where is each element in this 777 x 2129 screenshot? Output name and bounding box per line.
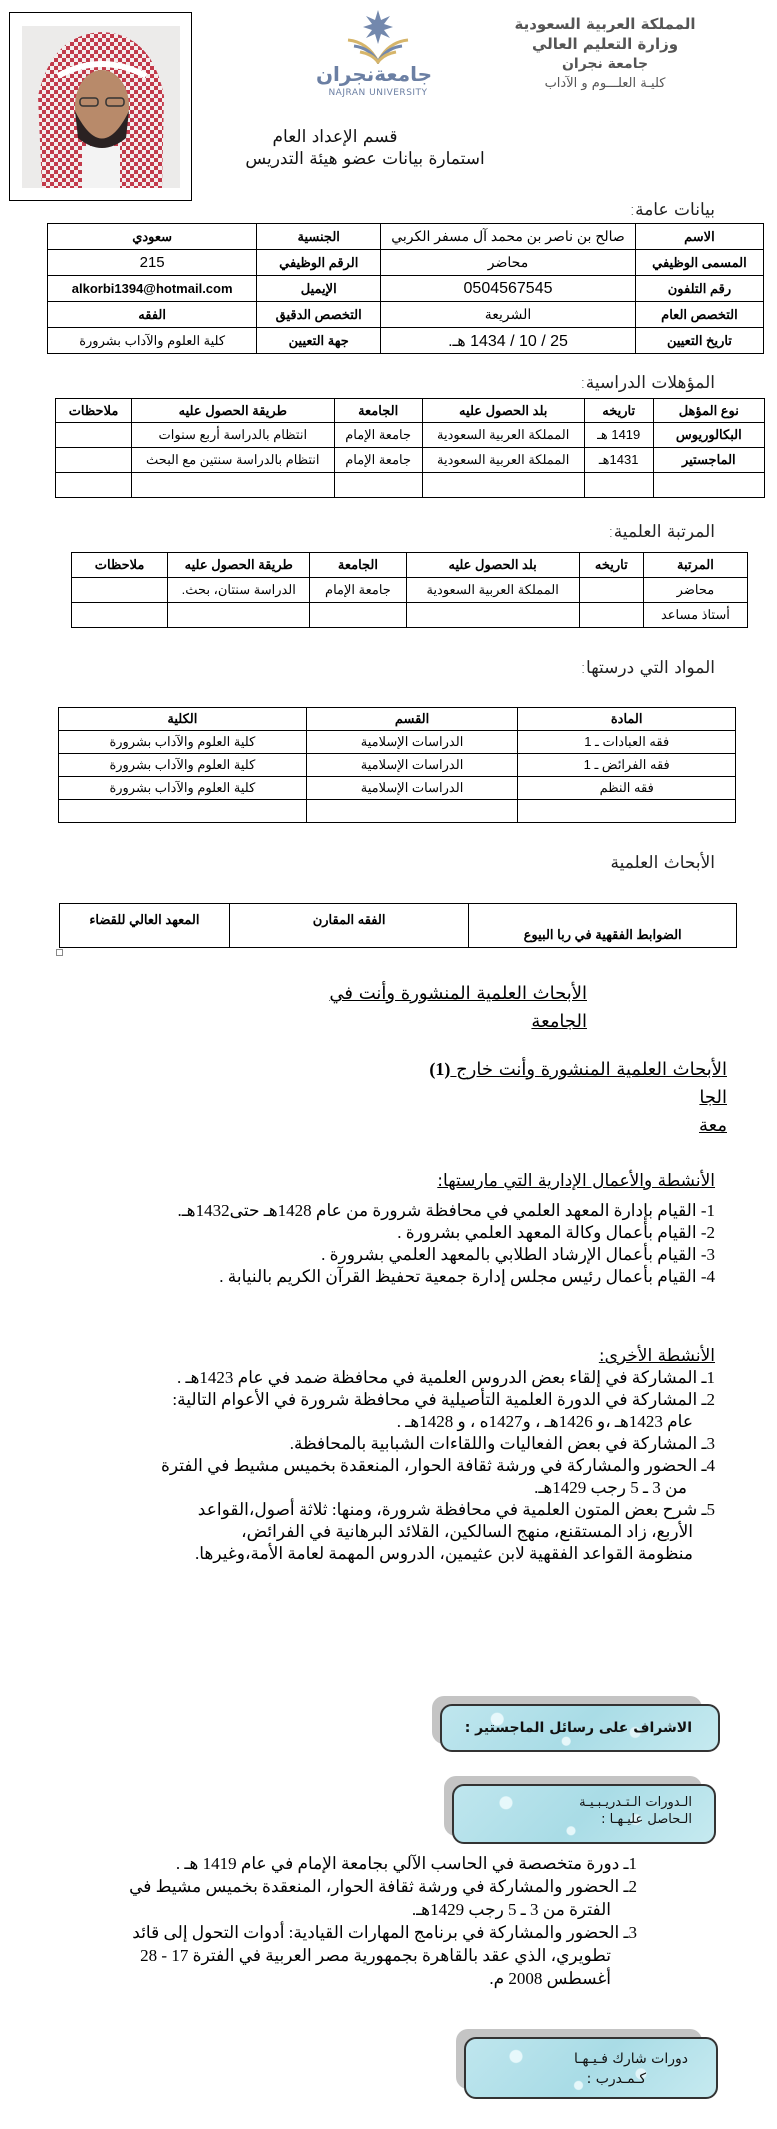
column-header: الجامعة — [310, 553, 406, 578]
table-cell — [584, 473, 653, 498]
column-header: تاريخه — [579, 553, 643, 578]
table-cell — [56, 448, 132, 473]
table-cell — [72, 603, 168, 628]
supervision-label: الاشراف على رسائل الماجستير : — [464, 1720, 692, 1736]
general-info-table — [47, 223, 764, 354]
university-name: جامعة نجران — [561, 56, 649, 72]
table-cell: كلية العلوم والآداب بشرورة — [59, 754, 307, 777]
published-inside-line1: الأبحاث العلمية المنشورة وأنت في — [329, 983, 587, 1004]
table-row — [48, 302, 764, 328]
published-inside-line2: الجامعة — [531, 1011, 587, 1032]
training-received-line1: الـدورات الـتـدريـبـيـة — [579, 1795, 692, 1810]
table-cell: الشريعة — [381, 302, 636, 328]
column-header: طريقة الحصول عليه — [168, 553, 310, 578]
department-name: قسم الإعداد العام — [272, 127, 398, 147]
footnote-number: (1) — [429, 1059, 451, 1079]
table-row — [56, 473, 765, 498]
table-cell: المسمى الوظيفي — [635, 250, 763, 276]
table-cell: جامعة الإمام — [334, 448, 422, 473]
table-row — [72, 578, 748, 603]
section-title-general: بيانات عامة: — [629, 200, 715, 220]
rank-table — [71, 552, 748, 628]
table-row — [48, 250, 764, 276]
logo-emblem-icon — [318, 8, 438, 64]
other-activity-item: 4ـ الحضور والمشاركة في ورشة ثقافة الحوار، المنعقدة بخميس مشيط في الفترة — [160, 1456, 715, 1475]
table-cell — [406, 603, 579, 628]
research-field-cell: الفقه المقارن — [229, 904, 468, 948]
college-name: كليـة العلـــوم و الآداب — [544, 76, 666, 91]
kingdom-name: المملكة العربية السعودية — [514, 15, 696, 33]
table-header-row — [59, 708, 736, 731]
published-inside-heading — [187, 980, 587, 1036]
table-cell: فقه الفرائض ـ 1 — [518, 754, 736, 777]
table-cell: البكالوريوس — [653, 423, 764, 448]
table-cell: 1431هـ — [584, 448, 653, 473]
table-cell — [518, 800, 736, 823]
published-outside-heading — [227, 1055, 727, 1140]
published-outside-line1: الأبحاث العلمية المنشورة وأنت خارج — [450, 1059, 727, 1080]
column-header: بلد الحصول عليه — [422, 399, 584, 423]
published-outside-line2: الجا — [699, 1087, 727, 1108]
training-item-cont: تطويري، الذي عقد بالقاهرة بجمهورية مصر العربية في الفترة 17 - 28 — [140, 1946, 611, 1965]
table-row — [59, 731, 736, 754]
other-activities-title: الأنشطة الأخرى: — [598, 1346, 715, 1366]
table-cell: الدراسات الإسلامية — [306, 777, 518, 800]
section-title-research: الأبحاث العلمية — [610, 853, 715, 873]
supervision-box — [440, 1704, 722, 1760]
table-row — [59, 777, 736, 800]
qualifications-table — [55, 398, 765, 498]
column-header: ملاحظات — [56, 399, 132, 423]
table-cell: فقه العبادات ـ 1 — [518, 731, 736, 754]
training-item: 3ـ الحضور والمشاركة في برنامج المهارات القيادية: أدوات التحول إلى قائد — [132, 1923, 637, 1942]
training-received-line2: الـحاصل عليـهـا : — [601, 1812, 692, 1827]
other-activity-item-cont: عام 1423هـ ،و 1426هـ ، و1427ه ، و 1428هـ . — [396, 1412, 693, 1431]
table-cell: محاضر — [381, 250, 636, 276]
training-item-cont: أغسطس 2008 م. — [489, 1969, 611, 1988]
table-cell: كلية العلوم والآداب بشرورة — [48, 328, 257, 354]
table-cell: فقه النظم — [518, 777, 736, 800]
table-row — [48, 276, 764, 302]
column-header: طريقة الحصول عليه — [132, 399, 335, 423]
table-anchor-handle[interactable] — [56, 949, 63, 956]
table-cell — [579, 603, 643, 628]
table-header-row — [72, 553, 748, 578]
logo-arabic-text: جامعةنجران — [315, 62, 432, 86]
table-cell: كلية العلوم والآداب بشرورة — [59, 731, 307, 754]
other-activity-item-cont: من 3 ـ 5 رجب 1429هـ. — [534, 1478, 687, 1497]
table-cell: محاضر — [643, 578, 747, 603]
table-row — [72, 603, 748, 628]
table-cell: تاريخ التعيين — [635, 328, 763, 354]
table-cell — [56, 423, 132, 448]
column-header: الجامعة — [334, 399, 422, 423]
table-cell — [422, 473, 584, 498]
column-header: بلد الحصول عليه — [406, 553, 579, 578]
column-header: تاريخه — [584, 399, 653, 423]
column-header: المادة — [518, 708, 736, 731]
table-cell: الجنسية — [257, 224, 381, 250]
table-cell: صالح بن ناصر بن محمد آل مسفر الكربي — [381, 224, 636, 250]
table-cell: 0504567545 — [381, 276, 636, 302]
table-row — [59, 800, 736, 823]
training-item-cont: الفترة من 3 ـ 5 رجب 1429هـ. — [411, 1900, 611, 1919]
table-cell — [59, 800, 307, 823]
table-cell: انتظام بالدراسة أربع سنوات — [132, 423, 335, 448]
admin-activity-item: 2- القيام بأعمال وكالة المعهد العلمي بشرورة . — [397, 1223, 715, 1242]
table-cell — [579, 578, 643, 603]
table-cell: جهة التعيين — [257, 328, 381, 354]
training-item: 1ـ دورة متخصصة في الحاسب الآلي بجامعة الإمام في عام 1419 هـ . — [175, 1854, 637, 1873]
training-item: 2ـ الحضور والمشاركة في ورشة ثقافة الحوار، المنعقدة بخميس مشيط في — [129, 1877, 637, 1896]
table-row — [59, 754, 736, 777]
research-title-cell: الضوابط الفقهية في ربا البيوع — [469, 904, 737, 948]
table-cell — [56, 473, 132, 498]
admin-activities-section — [55, 1170, 715, 1288]
table-row — [56, 448, 765, 473]
table-cell — [72, 578, 168, 603]
table-cell: 25 / 10 / 1434 هـ. — [381, 328, 636, 354]
table-cell: الماجستير — [653, 448, 764, 473]
table-cell: 215 — [48, 250, 257, 276]
table-cell — [334, 473, 422, 498]
admin-activity-item: 4- القيام بأعمال رئيس مجلس إدارة جمعية تحفيظ القرآن الكريم بالنيابة . — [219, 1267, 715, 1286]
table-cell: جامعة الإمام — [334, 423, 422, 448]
table-cell: المملكة العربية السعودية — [406, 578, 579, 603]
form-heading — [200, 126, 530, 170]
table-cell: كلية العلوم والآداب بشرورة — [59, 777, 307, 800]
other-activity-item: 3ـ المشاركة في بعض الفعاليات واللقاءات الشبابية بالمحافظة. — [289, 1434, 715, 1453]
trainer-courses-line2: كـمـدرب : — [586, 2071, 646, 2087]
column-header: نوع المؤهل — [653, 399, 764, 423]
table-cell: 1419 هـ — [584, 423, 653, 448]
portrait-image — [22, 26, 180, 188]
section-title-courses: المواد التي درستها: — [580, 658, 715, 678]
research-table — [59, 903, 737, 948]
table-cell — [306, 800, 518, 823]
table-cell: التخصص الدقيق — [257, 302, 381, 328]
courses-table — [58, 707, 736, 823]
table-header-row — [56, 399, 765, 423]
table-cell: الإيميل — [257, 276, 381, 302]
column-header: المرتبة — [643, 553, 747, 578]
table-cell: جامعة الإمام — [310, 578, 406, 603]
table-cell: الدراسات الإسلامية — [306, 731, 518, 754]
section-title-rank: المرتبة العلمية: — [607, 522, 715, 542]
table-cell: المملكة العربية السعودية — [422, 423, 584, 448]
other-activity-item: 5ـ شرح بعض المتون العلمية في محافظة شرورة، ومنها: ثلاثة أصول،القواعد — [197, 1500, 715, 1519]
institution-header — [475, 14, 735, 94]
table-row — [56, 423, 765, 448]
admin-activities-title: الأنشطة والأعمال الإدارية التي مارستها: — [437, 1171, 715, 1191]
other-activity-item: 1ـ المشاركة في إلقاء بعض الدروس العلمية في محافظة ضمد في عام 1423هـ . — [176, 1368, 715, 1387]
table-cell: أستاذ مساعد — [643, 603, 747, 628]
column-header: ملاحظات — [72, 553, 168, 578]
table-cell: الفقه — [48, 302, 257, 328]
table-row — [48, 328, 764, 354]
published-outside-line3: معة — [699, 1115, 727, 1136]
trainer-courses-line1: دورات شارك فـيـهـا — [574, 2051, 688, 2067]
table-cell: التخصص العام — [635, 302, 763, 328]
other-activities-section — [35, 1345, 715, 1565]
column-header: القسم — [306, 708, 518, 731]
table-cell: الدراسات الإسلامية — [306, 754, 518, 777]
table-cell — [132, 473, 335, 498]
table-cell: انتظام بالدراسة سنتين مع البحث — [132, 448, 335, 473]
table-cell — [653, 473, 764, 498]
training-section — [37, 1852, 637, 1990]
other-activity-item: 2ـ المشاركة في الدورة العلمية التأصيلية في محافظة شرورة في الأعوام التالية: — [172, 1390, 715, 1409]
table-cell: رقم التلفون — [635, 276, 763, 302]
admin-activity-item: 3- القيام بأعمال الإرشاد الطلابي بالمعهد العلمي بشرورة . — [321, 1245, 715, 1264]
profile-photo — [9, 12, 192, 201]
section-title-qualifications: المؤهلات الدراسية: — [579, 373, 715, 393]
table-cell: الرقم الوظيفي — [257, 250, 381, 276]
logo-english-text: NAJRAN UNIVERSITY — [328, 88, 428, 98]
column-header: الكلية — [59, 708, 307, 731]
table-cell: سعودي — [48, 224, 257, 250]
training-received-box — [452, 1784, 722, 1850]
other-activity-item-cont: منظومة القواعد الفقهية لابن عثيمين، الدروس المهمة لعامة الأمة،وغيرها. — [194, 1544, 693, 1563]
table-cell — [310, 603, 406, 628]
admin-activity-item: 1- القيام بإدارة المعهد العلمي في محافظة شرورة من عام 1428هـ حتى1432هـ. — [177, 1201, 715, 1220]
trainer-courses-box — [464, 2037, 722, 2107]
university-logo — [315, 8, 438, 104]
research-institution-cell: المعهد العالي للقضاء — [60, 904, 230, 948]
table-cell: alkorbi1394@hotmail.com — [48, 276, 257, 302]
other-activity-item-cont: الأربع، زاد المستقنع، منهج السالكين، القلائد البرهانية في الفرائض، — [241, 1522, 693, 1541]
table-cell: الدراسة سنتان، بحث. — [168, 578, 310, 603]
table-row — [48, 224, 764, 250]
table-cell: الاسم — [635, 224, 763, 250]
table-cell: المملكة العربية السعودية — [422, 448, 584, 473]
form-title: استمارة بيانات عضو هيئة التدريس — [245, 149, 485, 169]
ministry-name: وزارة التعليم العالي — [531, 35, 679, 53]
table-cell — [168, 603, 310, 628]
